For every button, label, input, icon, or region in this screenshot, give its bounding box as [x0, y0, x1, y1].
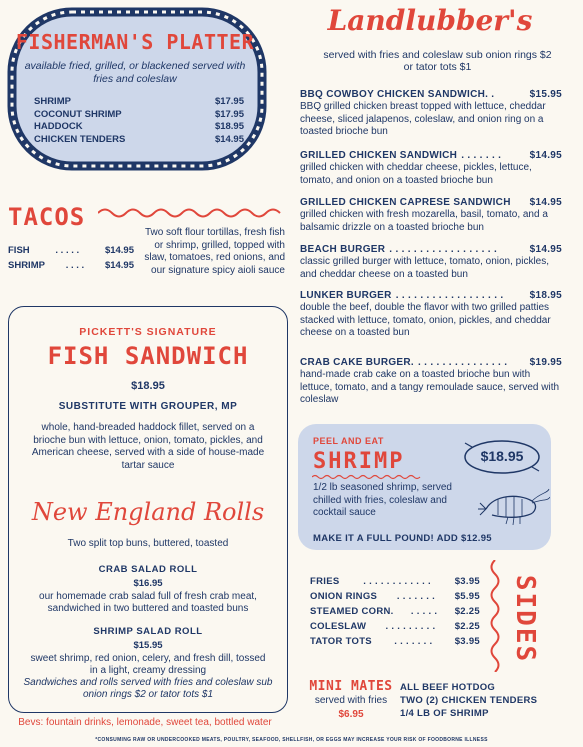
- bevs-line: Bevs: fountain drinks, lemonade, sweet tea, bottled water: [18, 717, 272, 728]
- item-price: $18.95: [214, 121, 244, 132]
- item-dots: . . . . . . .: [394, 636, 433, 647]
- item-name: HADDOCK: [34, 121, 83, 132]
- item-name: BEACH BURGER: [300, 244, 386, 255]
- item-name: FISH: [8, 245, 30, 256]
- item-price: $19.95: [529, 357, 562, 368]
- item-dots: . . . . . . . . . . . .: [363, 576, 431, 587]
- list-item: [34, 134, 244, 147]
- wave-divider-icon: [312, 474, 422, 480]
- fish-sandwich-sub: SUBSTITUTE WITH GROUPER, MP: [58, 401, 238, 412]
- item-dots: . . . . . . .: [396, 591, 436, 602]
- item-dots: . . . . . . . . . . . . . . . . . .: [395, 290, 504, 301]
- sides-title: SIDES: [510, 574, 540, 664]
- item-dots: . . . . . . .: [461, 150, 502, 161]
- item-dots: . . . . .: [55, 245, 80, 256]
- list-item: [310, 589, 480, 604]
- wave-divider-icon: [98, 206, 286, 220]
- new-england-title: New England Rolls: [31, 498, 265, 526]
- item-price: $14.95: [214, 133, 244, 145]
- item-dots: . . . . .: [410, 606, 438, 617]
- item-price: $14.95: [529, 150, 562, 161]
- item-dots: . . . . . . . . . . . . . . . . . .: [389, 244, 498, 255]
- mini-mates-sub: served with fries: [314, 695, 388, 706]
- fish-sandwich-title: FISH SANDWICH: [47, 342, 249, 370]
- list-item: [310, 634, 480, 649]
- list-item: TWO (2) CHICKEN TENDERS: [400, 695, 538, 706]
- item-desc: double the beef, double the flavor with two grilled patties stacked with lettuce, tomato, onion, pickles, and cheddar cheese on a toasted bun: [300, 302, 551, 339]
- shrimp-price-badge: [463, 439, 541, 475]
- landlubber-subtitle: served with fries and coleslaw sub onion rings $2 or tator tots $1: [323, 49, 552, 73]
- item-dots: . .: [485, 89, 495, 100]
- list-item: [310, 604, 480, 619]
- item-price: $14.95: [104, 245, 134, 256]
- list-item: [8, 243, 134, 258]
- item-price: $2.25: [454, 606, 480, 617]
- list-item: [34, 96, 244, 109]
- menu-item: [300, 290, 562, 340]
- list-item: [310, 574, 480, 589]
- shrimp-desc: 1/2 lb seasoned shrimp, served chilled with fries, coleslaw and cocktail sauce: [313, 482, 452, 518]
- item-desc: hand-made crab cake on a toasted brioche bun with lettuce, tomato, and a tangy remoulade sauce, served with coleslaw: [300, 369, 560, 406]
- roll-name: SHRIMP SALAD ROLL: [93, 626, 203, 637]
- item-dots: . . . .: [65, 260, 85, 271]
- item-price: $17.95: [214, 96, 244, 107]
- tacos-desc: Two soft flour tortillas, fresh fish or shrimp, grilled, topped with slaw, tomatoes, red onions, and our signature spicy aioli sauce: [144, 227, 285, 276]
- disclaimer: *CONSUMING RAW OR UNDERCOOKED MEATS, POULTRY, SEAFOOD, SHELLFISH, OR EGGS MAY INCREASE YOUR RISK OF FOODBORNE ILLNESS: [95, 737, 488, 743]
- roll-desc: sweet shrimp, red onion, celery, and fresh dill, tossed in a light, creamy dressing: [30, 653, 266, 676]
- sides-list: [310, 574, 480, 649]
- item-name: ONION RINGS: [310, 591, 378, 602]
- item-price: $17.95: [214, 108, 244, 120]
- menu-item: [300, 244, 562, 281]
- list-item: [34, 121, 244, 134]
- fish-sandwich-price: $18.95: [131, 380, 165, 392]
- shrimp-upgrade: MAKE IT A FULL POUND! ADD $12.95: [313, 533, 492, 544]
- item-price: $15.95: [529, 89, 562, 100]
- list-item: 1/4 LB OF SHRIMP: [400, 708, 489, 719]
- item-name: COLESLAW: [310, 621, 367, 632]
- item-name: SHRIMP: [34, 96, 71, 107]
- roll-price: $16.95: [133, 578, 163, 589]
- item-price: $14.95: [529, 244, 562, 255]
- item-name: LUNKER BURGER: [300, 290, 392, 301]
- item-name: GRILLED CHICKEN SANDWICH: [300, 150, 458, 161]
- item-desc: grilled chicken with fresh mozarella, basil, tomato, and a balsamic drizzle on a toasted brioche bun: [300, 209, 548, 233]
- item-price: $14.95: [529, 197, 562, 208]
- platter-items: [34, 96, 244, 146]
- item-price: $2.25: [454, 621, 480, 632]
- platter-subtitle: available fried, grilled, or blackened served with fries and coleslaw: [24, 60, 246, 85]
- new-england-subtitle: Two split top buns, buttered, toasted: [67, 538, 229, 549]
- item-name: SHRIMP: [8, 260, 45, 271]
- item-desc: grilled chicken with cheddar cheese, pickles, lettuce, tomato, and onion on a toasted brioche bun: [300, 162, 532, 186]
- list-item: [310, 619, 480, 634]
- item-dots: . . . . . . . . .: [385, 621, 436, 632]
- item-desc: classic grilled burger with lettuce, tomato, onion, pickles, and cheddar cheese on a toasted bun: [300, 256, 550, 280]
- item-name: CHICKEN TENDERS: [34, 133, 126, 145]
- menu-item: [300, 89, 562, 139]
- item-price: $5.95: [454, 591, 480, 602]
- item-price: $3.95: [454, 636, 480, 647]
- shrimp-title: SHRIMP: [313, 449, 405, 474]
- tacos-items: [8, 243, 134, 273]
- fish-sandwich-pre: PICKETT'S SIGNATURE: [79, 326, 217, 338]
- item-name: TATOR TOTS: [310, 636, 372, 647]
- list-item: [34, 109, 244, 122]
- item-desc: BBQ grilled chicken breast topped with lettuce, cheddar cheese, sliced jalapenos, coleslaw, and onion ring on a toasted brioche bun: [300, 101, 546, 138]
- platter-title: FISHERMAN'S PLATTER: [15, 30, 255, 54]
- item-name: STEAMED CORN.: [310, 606, 394, 617]
- item-name: CRAB CAKE BURGER.: [300, 357, 414, 368]
- tacos-title: TACOS: [8, 203, 86, 231]
- item-name: BBQ COWBOY CHICKEN SANDWICH: [300, 89, 486, 100]
- fish-sandwich-desc: whole, hand-breaded haddock fillet, served on a brioche bun with lettuce, onion, tomato, pickles, and American cheese, served with a side of house-made tartar sauce: [31, 422, 265, 471]
- item-name: GRILLED CHICKEN CAPRESE SANDWICH: [300, 197, 511, 208]
- item-name: COCONUT SHRIMP: [34, 108, 122, 120]
- mini-mates-price: $6.95: [338, 709, 364, 720]
- menu-item: [300, 357, 562, 407]
- shrimp-illustration-icon: [478, 487, 550, 527]
- item-dots: [511, 197, 530, 209]
- wave-divider-icon: [488, 560, 502, 672]
- item-name: FRIES: [310, 576, 340, 587]
- list-item: [8, 258, 134, 273]
- roll-name: CRAB SALAD ROLL: [98, 564, 198, 575]
- item-price: $14.95: [104, 260, 134, 271]
- shrimp-pre: PEEL AND EAT: [313, 436, 384, 446]
- item-price: $18.95: [529, 290, 562, 301]
- roll-price: $15.95: [133, 640, 163, 651]
- list-item: ALL BEEF HOTDOG: [400, 682, 496, 693]
- item-price: $3.95: [454, 576, 480, 587]
- new-england-note: Sandwiches and rolls served with fries and coleslaw sub onion rings $2 or tator tots $1: [23, 677, 273, 700]
- menu-item: [300, 150, 562, 187]
- roll-desc: our homemade crab salad full of fresh crab meat, sandwiched in two buttered and toasted buns: [39, 591, 257, 614]
- landlubber-title: Landlubber's: [327, 4, 533, 37]
- mini-mates-title: MINI MATES: [309, 679, 393, 694]
- menu-item: [300, 197, 562, 234]
- item-dots: . . . . . . . . . . . . . . .: [418, 357, 508, 368]
- mini-mates-items: [400, 681, 537, 720]
- shrimp-price: $18.95: [480, 448, 524, 464]
